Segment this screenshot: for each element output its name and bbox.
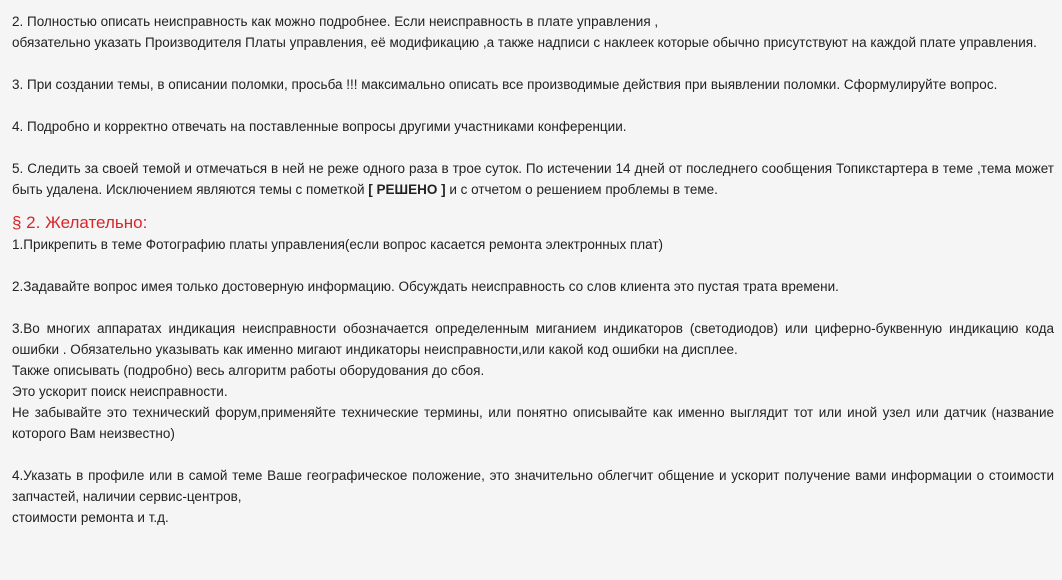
rule-5-text: 5. Следить за своей темой и отмечаться в ней не реже одного раза в трое суток. По истечении 14 дней от последнего сообщения Топикстартера в теме ,тема может быть удалена. Исключением являются темы с пометкой [12, 161, 1054, 197]
recommendation-2: 2.Задавайте вопрос имея только достоверную информацию. Обсуждать неисправность со слов клиента это пустая трата времени. [12, 279, 839, 294]
recommendation-4-line-1: 4.Указать в профиле или в самой теме Ваше географическое положение, это значительно облегчит общение и ускорит получение вами информации о стоимости запчастей, наличии сервис-центров, [12, 468, 1054, 504]
section-heading: § 2. Желательно: [12, 213, 148, 232]
recommendation-3-line-4: Не забывайте это технический форум,применяйте технические термины, или понятно описывайте как именно выглядит тот или иной узел или датчик (название которого Вам неизвестно) [12, 405, 1054, 441]
recommendation-4-line-2: стоимости ремонта и т.д. [12, 510, 169, 525]
rule-3: 3. При создании темы, в описании поломки, просьба !!! максимально описать все производимые действия при выявлении поломки. Сформулируйте вопрос. [12, 77, 998, 92]
rule-5-text-end: и с отчетом о решением проблемы в теме. [445, 182, 718, 197]
rule-4: 4. Подробно и корректно отвечать на поставленные вопросы другими участниками конференции. [12, 119, 627, 134]
recommendation-3-line-2: Также описывать (подробно) весь алгоритм работы оборудования до сбоя. [12, 363, 485, 378]
rule-5 [12, 158, 1054, 200]
recommendation-1: 1.Прикрепить в теме Фотографию платы управления(если вопрос касается ремонта электронных плат) [12, 237, 664, 252]
recommendation-3-line-1: 3.Во многих аппаратах индикация неисправности обозначается определенным миганием индикаторов (светодиодов) или циферно-буквенную индикацию кода ошибки . Обязательно указывать как именно мигают индикаторы неисправности,или какой код ошибки на дисплее. [12, 321, 1054, 357]
rule-2-line-1: 2. Полностью описать неисправность как можно подробнее. Если неисправность в плате управления , [12, 14, 659, 29]
solved-tag: [ РЕШЕНО ] [368, 182, 446, 197]
recommendation-3-line-3: Это ускорит поиск неисправности. [12, 384, 228, 399]
rule-2-line-2: обязательно указать Производителя Платы управления, её модификацию ,а также надписи с наклеек которые обычно присутствуют на каждой плате управления. [12, 35, 1037, 50]
